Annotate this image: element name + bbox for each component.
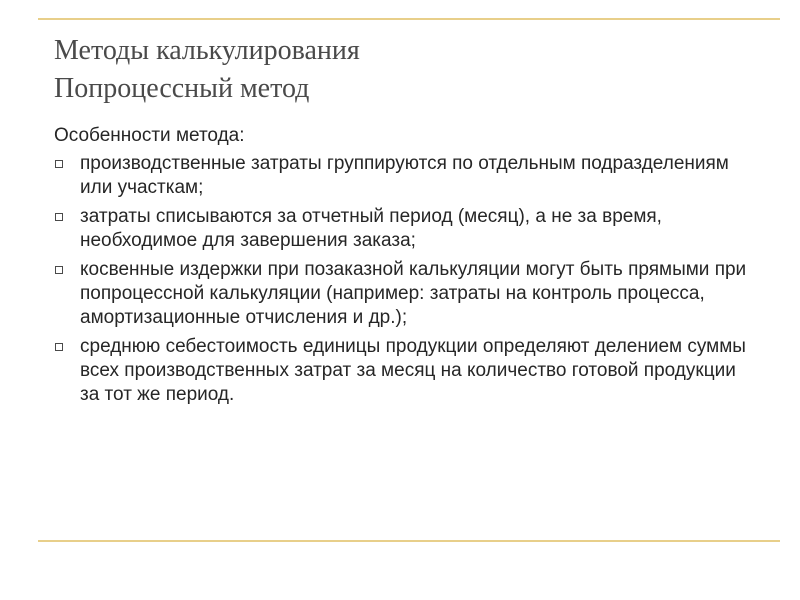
list-item-text: затраты списываются за отчетный период (месяц), а не за время, необходимое для завершения заказа; [80, 206, 662, 251]
square-bullet-icon [55, 160, 63, 168]
list-item-text: косвенные издержки при позаказной калькуляции могут быть прямыми при попроцессной калькуляции (например: затраты на контроль процесса, амортизационные отчисления и др.); [80, 259, 747, 328]
bottom-divider [38, 540, 780, 542]
intro-text: Особенности метода: [54, 125, 245, 146]
list-item-text: производственные затраты группируются по отдельным подразделениям или участкам; [80, 153, 729, 198]
list-item-text: среднюю себестоимость единицы продукции определяют делением суммы всех производственных затрат за месяц на количество готовой продукции за тот же период. [80, 336, 746, 405]
title-line-1: Методы калькулирования [54, 35, 360, 66]
list-item [54, 335, 754, 407]
slide-title [54, 32, 754, 108]
list-item [54, 258, 754, 330]
square-bullet-icon [55, 213, 63, 221]
slide-body [54, 124, 754, 412]
top-divider [38, 18, 780, 20]
bullet-list [54, 152, 754, 407]
title-line-2: Попроцессный метод [54, 73, 310, 104]
square-bullet-icon [55, 266, 63, 274]
square-bullet-icon [55, 343, 63, 351]
list-item [54, 152, 754, 200]
list-item [54, 205, 754, 253]
